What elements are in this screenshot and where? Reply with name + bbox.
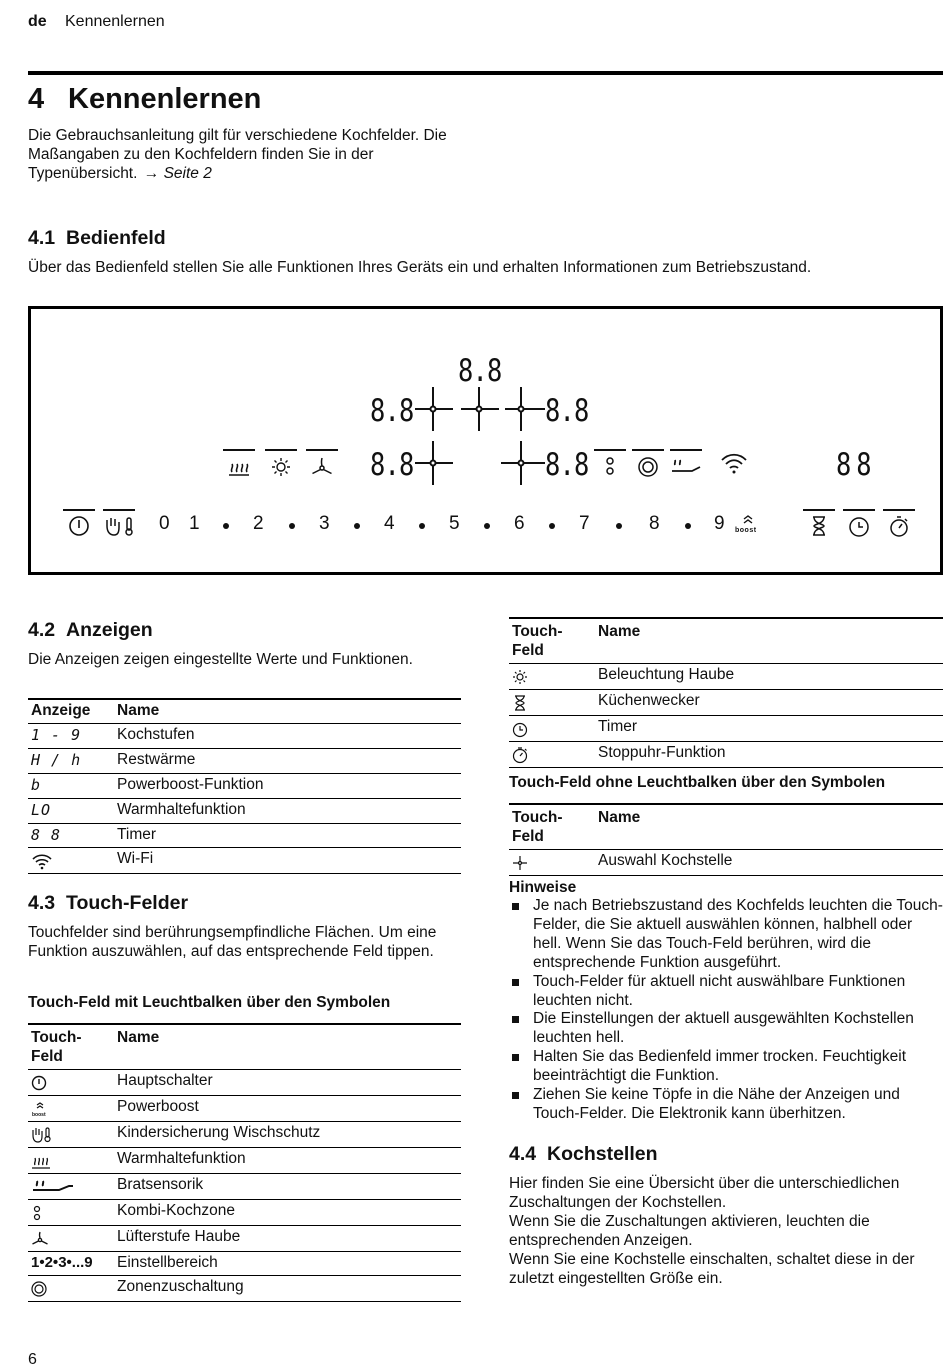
header-title: Kennenlernen (65, 13, 165, 30)
table-header (28, 1024, 461, 1069)
table-row (28, 1199, 461, 1225)
section-number: 4.1 (28, 227, 56, 249)
table-row (28, 723, 461, 748)
row-name: Küchenwecker (598, 691, 700, 709)
child-lock-icon (31, 1126, 53, 1144)
col-header-name: Name (598, 809, 641, 826)
display-rear-right: 8.8 (545, 393, 589, 429)
level-0[interactable]: 0 (159, 513, 170, 534)
row-name: Einstellbereich (117, 1253, 218, 1271)
notes-list (509, 897, 943, 1124)
section-title: Touch-Felder (66, 892, 189, 914)
level-4[interactable]: 4 (384, 513, 395, 534)
timer-icon[interactable] (846, 514, 872, 538)
chapter-number: 4 (28, 83, 45, 115)
table-row (509, 849, 943, 875)
level-9[interactable]: 9 (714, 513, 725, 534)
table-row (28, 798, 461, 823)
level-8[interactable]: 8 (649, 513, 660, 534)
row-name: Lüfterstufe Haube (117, 1227, 241, 1245)
notes-heading: Hinweise (509, 879, 577, 896)
level-2[interactable]: 2 (253, 513, 264, 534)
reference-arrow: → (143, 164, 160, 182)
table-row (28, 748, 461, 773)
power-icon (31, 1074, 53, 1092)
light-icon[interactable] (268, 455, 294, 479)
child-lock-icon[interactable] (103, 514, 137, 538)
frying-sensor-icon (31, 1178, 75, 1196)
intro-text: Die Gebrauchsanleitung gilt für verschiedene Kochfelder. Die Maßangaben zu den Kochfeldern finden Sie in der Typenübersicht. (28, 127, 447, 182)
row-name: Stoppuhr-Funktion (598, 743, 726, 761)
setting-range-symbol: 1•2•3•...9 (31, 1253, 93, 1271)
table-row (509, 663, 943, 689)
col-header-name: Name (117, 1029, 160, 1046)
section-number: 4.2 (28, 619, 56, 641)
list-item: Ziehen Sie keine Töpfe in die Nähe der Anzeigen und Touch-Felder. Die Elektronik kann überhitzen. (509, 1086, 943, 1124)
list-item: Halten Sie das Bedienfeld immer trocken. Feuchtigkeit beeinträchtigt die Funktion. (509, 1048, 943, 1086)
row-name: Warmhaltefunktion (117, 1149, 246, 1167)
display-front-right: 8.8 (545, 447, 589, 483)
display-symbol: 1 - 9 (31, 725, 82, 744)
row-name: Zonenzuschaltung (117, 1277, 244, 1295)
section-4-4-heading (509, 1143, 658, 1167)
section-number: 4.3 (28, 892, 56, 914)
combi-zone-icon (31, 1204, 53, 1222)
section-4-3-heading (28, 892, 188, 916)
display-symbol: H / h (31, 750, 82, 769)
row-name: Wi-Fi (117, 850, 154, 868)
row-name: Kochstufen (117, 725, 195, 743)
row-name: Hauptschalter (117, 1071, 213, 1089)
touch-fields-without-bars-table (509, 803, 943, 876)
table-header (509, 804, 943, 849)
touch-fields-table-continued (509, 617, 943, 768)
timer-icon (512, 720, 534, 738)
keep-warm-icon[interactable] (226, 455, 252, 479)
zone-switch-icon[interactable] (635, 455, 661, 479)
page-number: 6 (28, 1351, 37, 1368)
table-header (509, 618, 943, 663)
row-name: Timer (598, 717, 638, 735)
boost-icon (31, 1100, 53, 1118)
row-name: Timer (117, 825, 157, 843)
col-header-name: Name (598, 623, 641, 640)
display-symbol: 8 8 (31, 825, 62, 844)
power-icon[interactable] (66, 514, 92, 538)
svg-text:boost: boost (32, 1111, 46, 1118)
table-row (28, 1147, 461, 1173)
table-row (28, 1225, 461, 1251)
chapter-intro (28, 127, 468, 184)
table-header (28, 699, 461, 723)
boost-label: boost (735, 527, 757, 534)
row-name: Bratsensorik (117, 1175, 204, 1193)
stopwatch-icon[interactable] (886, 514, 912, 538)
display-rear-left: 8.8 (370, 393, 414, 429)
zone-select-icon (512, 854, 534, 872)
row-name: Beleuchtung Haube (598, 665, 735, 683)
subheading-without-bars: Touch-Feld ohne Leuchtbalken über den Symbolen (509, 774, 886, 791)
fan-icon[interactable] (309, 455, 335, 479)
level-1[interactable]: 1 (189, 513, 200, 534)
zone-switch-icon (31, 1280, 53, 1298)
list-item: Die Einstellungen der aktuell ausgewählten Kochstellen leuchten hell. (509, 1010, 943, 1048)
table-row (509, 689, 943, 715)
section-title: Bedienfeld (66, 227, 166, 249)
hourglass-icon[interactable] (806, 514, 832, 538)
table-row (28, 773, 461, 798)
col-header-touch-field: Touch-Feld (31, 1029, 82, 1065)
col-header-display: Anzeige (31, 702, 91, 719)
col-header-touch-field: Touch-Feld (512, 809, 563, 845)
level-7[interactable]: 7 (579, 513, 590, 534)
row-name: Restwärme (117, 750, 196, 768)
wifi-icon (31, 852, 53, 870)
section-4-3-text: Touchfelder sind berührungsempfindliche Flächen. Um eine Funktion auszuwählen, auf das entsprechende Feld tippen. (28, 924, 437, 960)
table-row (28, 823, 461, 848)
combi-zone-icon[interactable] (597, 455, 623, 479)
level-3[interactable]: 3 (319, 513, 330, 534)
level-5[interactable]: 5 (449, 513, 460, 534)
light-icon (512, 668, 534, 686)
level-6[interactable]: 6 (514, 513, 525, 534)
section-4-1-text: Über das Bedienfeld stellen Sie alle Funktionen Ihres Geräts ein und erhalten Informationen zum Betriebszustand. (28, 259, 812, 276)
list-item: Touch-Felder für aktuell nicht auswählbare Funktionen leuchten nicht. (509, 973, 943, 1011)
table-row (509, 715, 943, 741)
control-panel-illustration (28, 306, 943, 575)
section-4-1-heading (28, 227, 166, 251)
paragraph: Wenn Sie die Zuschaltungen aktivieren, leuchten die entsprechenden Anzeigen. (509, 1212, 870, 1249)
section-4-2-heading (28, 619, 153, 643)
frying-sensor-icon[interactable] (670, 455, 702, 479)
row-name: Kindersicherung Wischschutz (117, 1123, 321, 1141)
table-row (28, 848, 461, 874)
zone-select-crosses-rear (413, 387, 573, 431)
table-row (28, 1173, 461, 1199)
chapter-heading (28, 82, 261, 117)
touch-fields-table (28, 1023, 461, 1302)
keep-warm-icon (31, 1152, 53, 1170)
table-row (28, 1275, 461, 1301)
section-number: 4.4 (509, 1143, 537, 1165)
list-item: Je nach Betriebszustand des Kochfelds leuchten die Touch-Felder, die Sie aktuell auswählen können, halbhell oder hell. Wenn Sie das Touch-Feld berühren, wird die entsprechende Funktion ausgeführt. (509, 897, 943, 973)
table-row (28, 1069, 461, 1095)
paragraph: Hier finden Sie eine Übersicht über die unterschiedlichen Zuschaltungen der Kochstellen. (509, 1175, 900, 1211)
table-row (28, 1095, 461, 1121)
page-reference-link[interactable]: Seite 2 (163, 164, 212, 182)
col-header-touch-field: Touch-Feld (512, 623, 563, 659)
stopwatch-icon (512, 746, 534, 764)
row-name: Powerboost (117, 1097, 199, 1115)
section-4-4-text (509, 1175, 943, 1288)
chapter-title: Kennenlernen (68, 83, 262, 115)
row-name: Warmhaltefunktion (117, 800, 246, 818)
section-title: Anzeigen (66, 619, 153, 641)
display-symbol: b (31, 775, 42, 794)
row-name: Auswahl Kochstelle (598, 851, 733, 869)
row-name: Powerboost-Funktion (117, 775, 264, 793)
subheading-with-bars: Touch-Feld mit Leuchtbalken über den Symbolen (28, 994, 391, 1011)
table-row (28, 1121, 461, 1147)
section-title: Kochstellen (547, 1143, 658, 1165)
zone-select-crosses-front (413, 441, 573, 485)
display-top: 8.8 (458, 353, 502, 389)
display-front-left: 8.8 (370, 447, 414, 483)
header-language: de (28, 13, 47, 30)
table-row (509, 741, 943, 767)
header-rule (28, 71, 943, 75)
displays-table (28, 698, 461, 874)
display-symbol: LO (31, 800, 52, 819)
wifi-icon (719, 451, 749, 475)
table-row (28, 1251, 461, 1275)
hourglass-icon (512, 694, 534, 712)
section-4-2-text: Die Anzeigen zeigen eingestellte Werte und Funktionen. (28, 651, 413, 668)
row-name: Kombi-Kochzone (117, 1201, 236, 1219)
fan-icon (31, 1230, 53, 1248)
paragraph: Wenn Sie eine Kochstelle einschalten, schaltet diese in der zuletzt eingestellten Größe ein. (509, 1250, 915, 1287)
display-timer: 88 (836, 447, 877, 483)
col-header-name: Name (117, 702, 160, 719)
